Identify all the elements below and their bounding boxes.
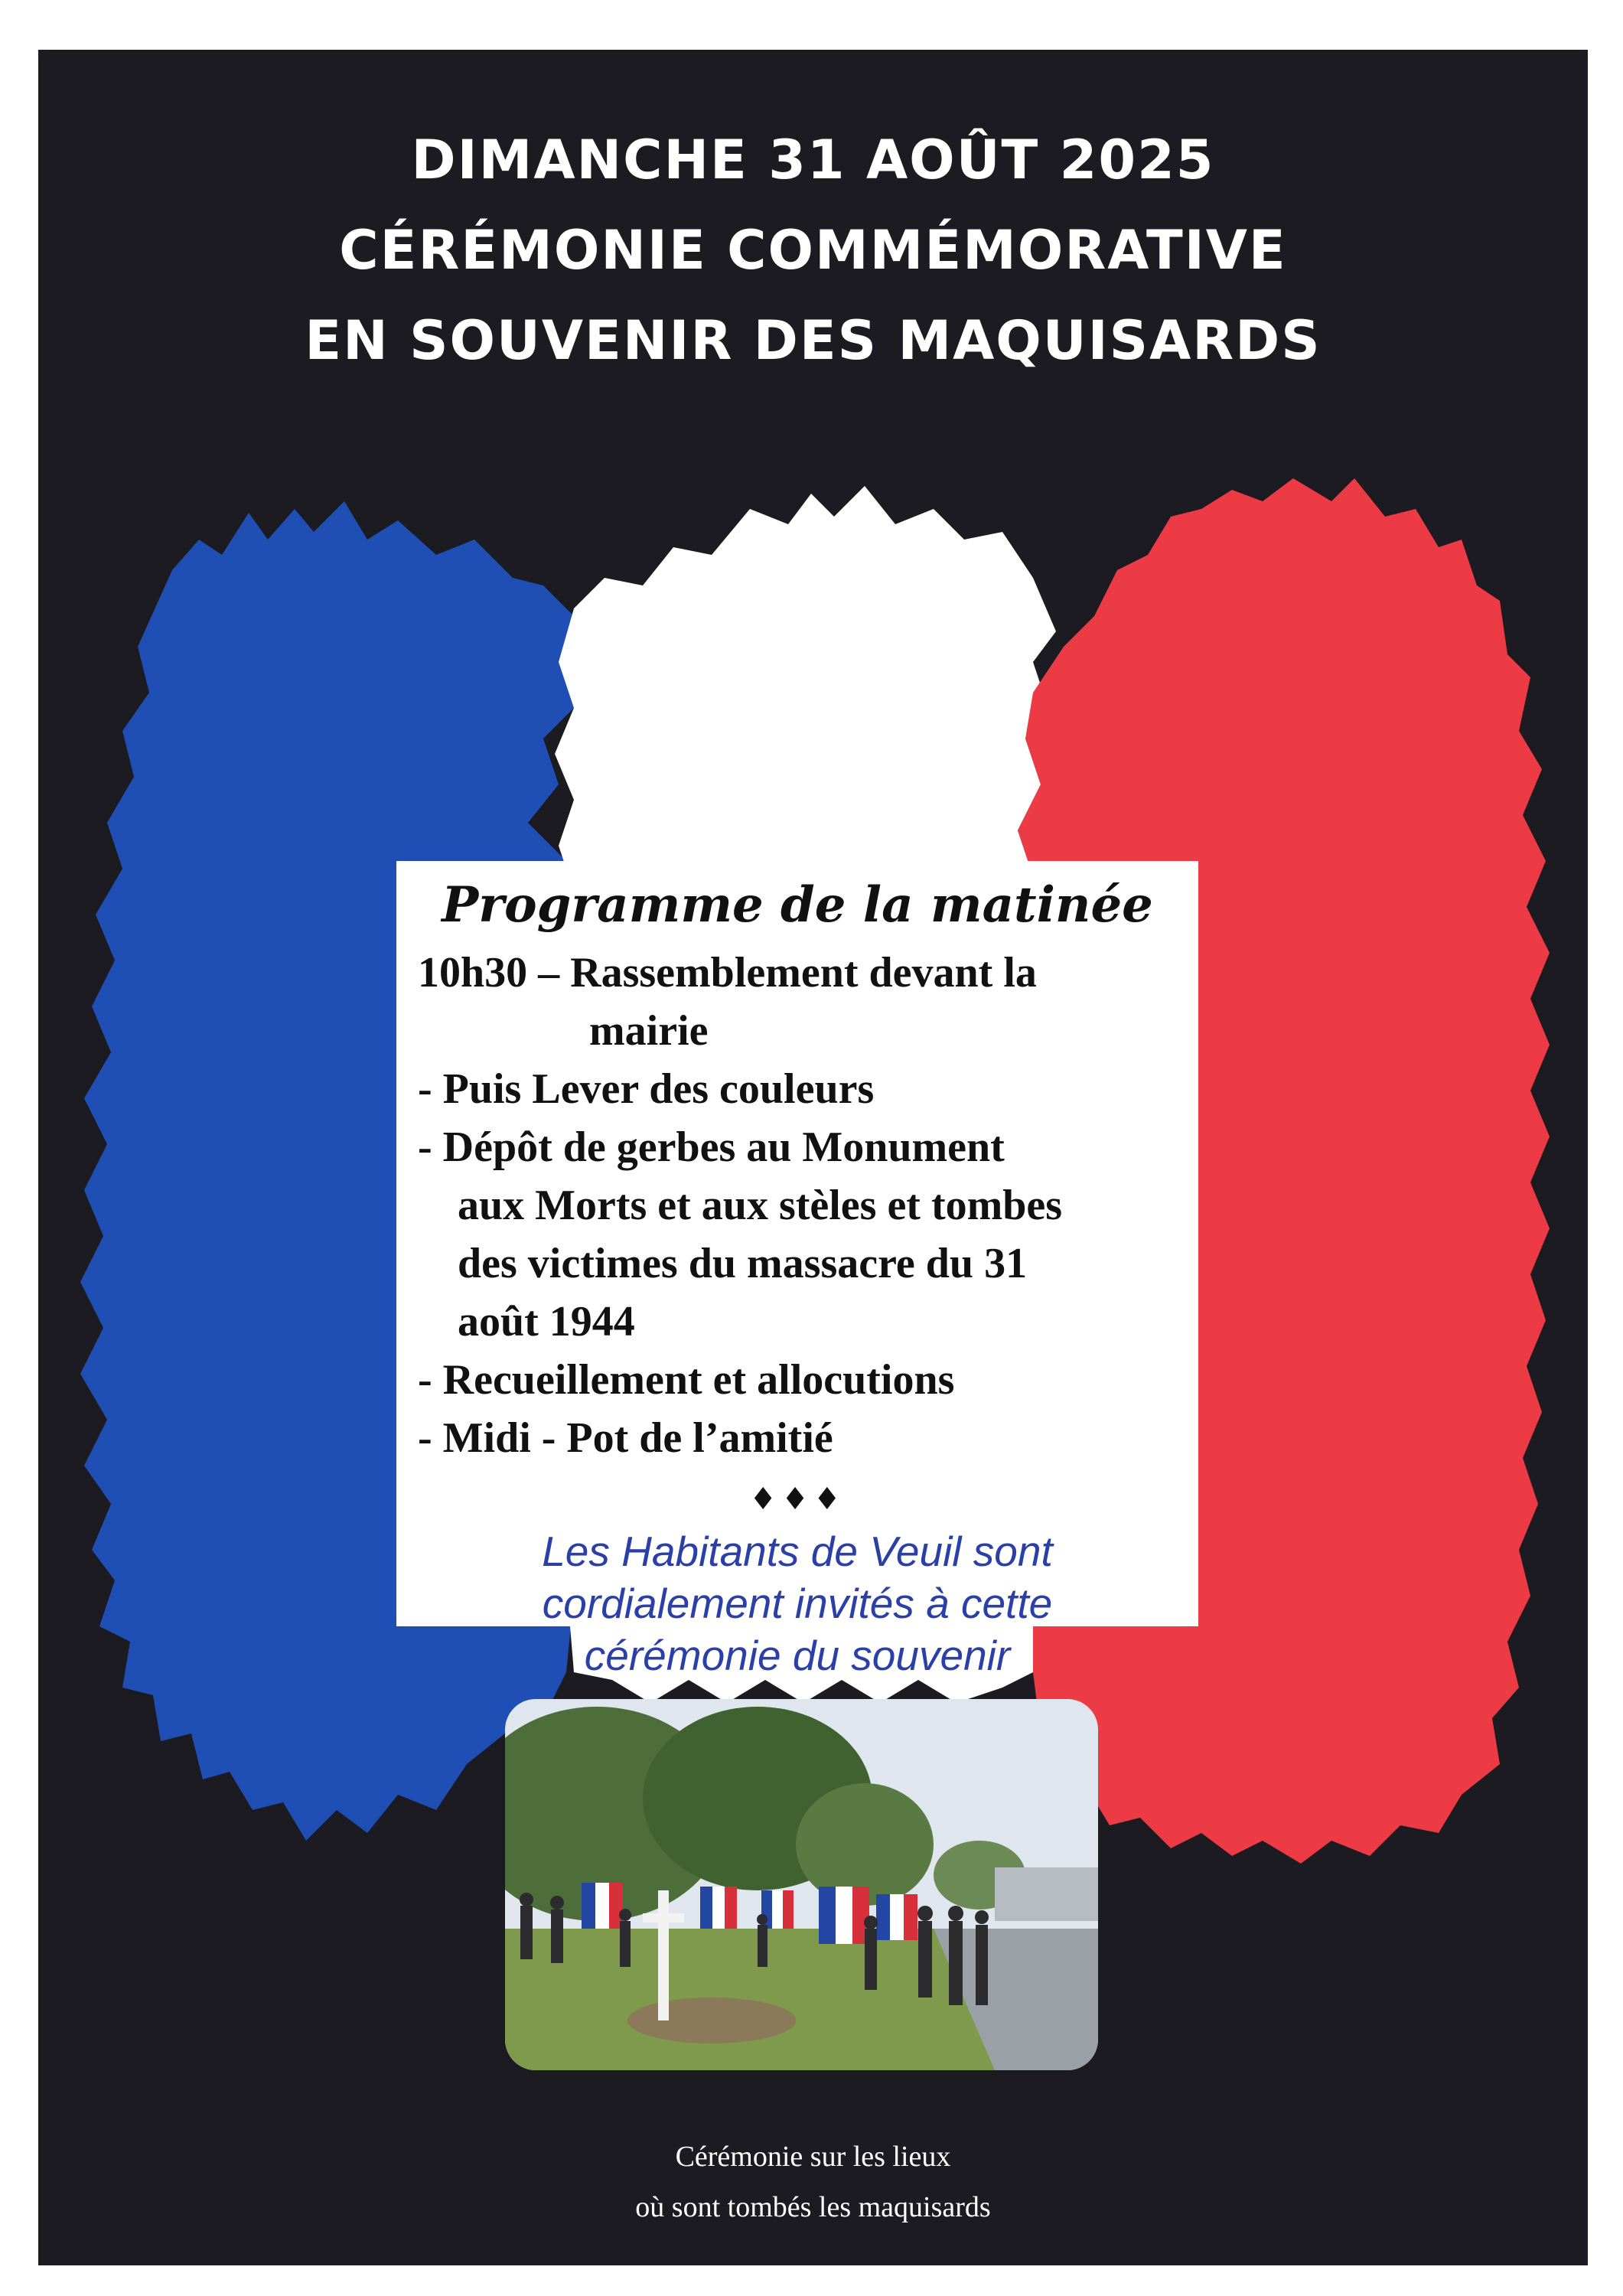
poster — [38, 50, 1588, 2265]
programme-item-continuation: des victimes du massacre du 31 — [458, 1240, 1028, 1287]
invitation-line: cordialement invités à cette — [542, 1580, 1053, 1627]
invitation-line: Les Habitants de Veuil sont — [542, 1528, 1053, 1575]
programme-item: - Midi - Pot de l’amitié — [418, 1414, 833, 1462]
programme-item: - Dépôt de gerbes au Monument — [418, 1124, 1005, 1171]
headline-tribute: EN SOUVENIR DES MAQUISARDS — [305, 309, 1322, 372]
programme-item-continuation: aux Morts et aux stèles et tombes — [458, 1182, 1063, 1229]
photo-cross-arm — [643, 1913, 684, 1923]
photo-cross-monument — [658, 1890, 669, 2020]
programme-item: 10h30 – Rassemblement devant la — [418, 949, 1037, 996]
photo-caption — [38, 2131, 1588, 2232]
diamond-separator: ♦♦♦ — [749, 1482, 846, 1517]
ceremony-photo — [505, 1699, 1098, 2070]
photo-building — [995, 1867, 1098, 1921]
headline-date: DIMANCHE 31 AOÛT 2025 — [411, 129, 1215, 191]
headline-ceremony: CÉRÉMONIE COMMÉMORATIVE — [339, 219, 1287, 282]
photo-mound — [627, 1998, 796, 2043]
programme-item-continuation: mairie — [589, 1007, 709, 1055]
caption-line: Cérémonie sur les lieux — [675, 2141, 951, 2173]
programme-item-continuation: août 1944 — [458, 1298, 635, 1345]
programme-item: - Puis Lever des couleurs — [418, 1065, 875, 1113]
programme-list — [418, 944, 1191, 1467]
invitation-text — [396, 1525, 1198, 1681]
event-headline — [38, 115, 1588, 386]
programme-item: - Recueillement et allocutions — [418, 1356, 955, 1404]
caption-line: où sont tombés les maquisards — [635, 2191, 991, 2223]
programme-box — [396, 861, 1198, 1679]
programme-title: Programme de la matinée — [442, 876, 1153, 934]
invitation-line: cérémonie du souvenir — [584, 1632, 1011, 1679]
